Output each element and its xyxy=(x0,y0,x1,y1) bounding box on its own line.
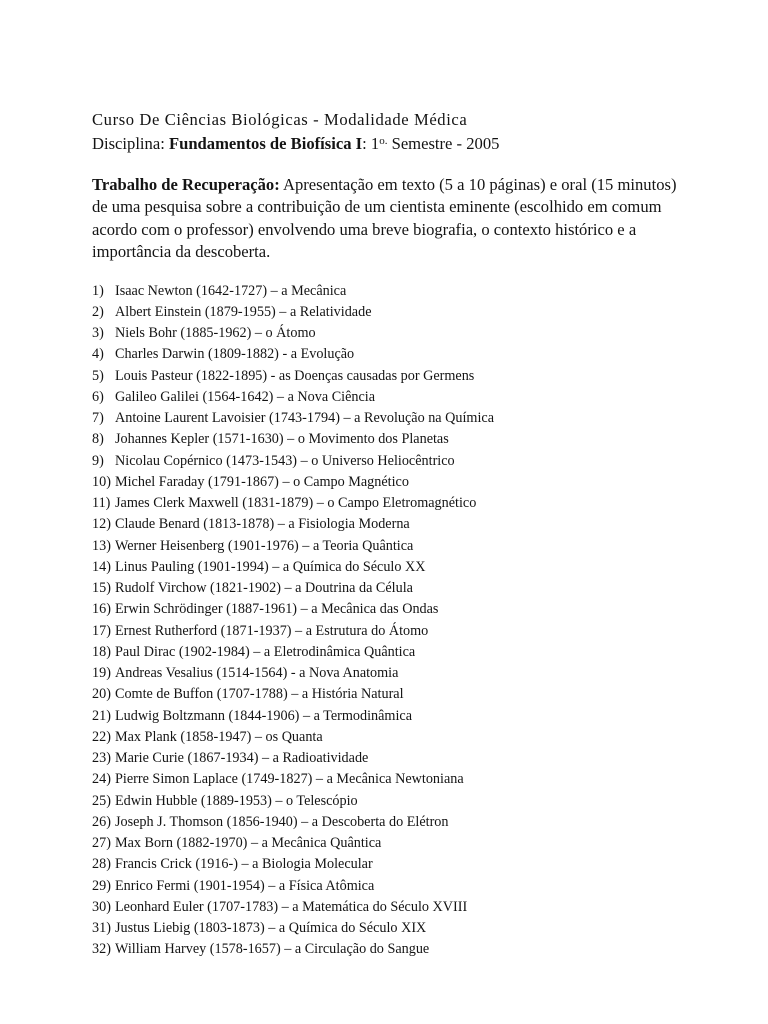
list-item-number: 32) xyxy=(92,941,111,958)
list-item-text: Werner Heisenberg (1901-1976) – a Teoria Quântica xyxy=(115,537,414,554)
list-item-text: Ernest Rutherford (1871-1937) – a Estrutura do Átomo xyxy=(115,622,429,639)
list-item-number: 16) xyxy=(92,601,111,618)
list-item xyxy=(92,302,712,323)
list-item-text: Albert Einstein (1879-1955) – a Relatividade xyxy=(115,303,372,320)
list-item-number: 4) xyxy=(92,346,104,363)
list-item-number: 21) xyxy=(92,707,111,724)
list-item-text: Andreas Vesalius (1514-1564) - a Nova Anatomia xyxy=(115,665,399,682)
list-item-number: 8) xyxy=(92,431,104,448)
ordinal-mark: o. xyxy=(379,135,388,147)
list-item-text: Francis Crick (1916-) – a Biologia Molecular xyxy=(115,856,373,873)
list-item xyxy=(92,472,712,493)
list-item-number: 1) xyxy=(92,282,104,299)
list-item xyxy=(92,727,712,748)
list-item-text: Nicolau Copérnico (1473-1543) – o Universo Heliocêntrico xyxy=(115,452,455,469)
list-item-text: Paul Dirac (1902-1984) – a Eletrodinâmica Quântica xyxy=(115,643,416,660)
list-item-number: 14) xyxy=(92,558,111,575)
list-item-number: 12) xyxy=(92,516,111,533)
list-item-text: Justus Liebig (1803-1873) – a Química do Século XIX xyxy=(115,920,427,937)
list-item-number: 22) xyxy=(92,728,111,745)
list-item-number: 28) xyxy=(92,856,111,873)
list-item-number: 25) xyxy=(92,792,111,809)
list-item xyxy=(92,642,712,663)
list-item-text: Pierre Simon Laplace (1749-1827) – a Mecânica Newtoniana xyxy=(115,771,464,788)
list-item-number: 31) xyxy=(92,920,111,937)
list-item-text: Rudolf Virchow (1821-1902) – a Doutrina da Célula xyxy=(115,580,413,597)
list-item-text: Comte de Buffon (1707-1788) – a História Natural xyxy=(115,686,404,703)
list-item-number: 18) xyxy=(92,643,111,660)
list-item xyxy=(92,323,712,344)
document-content xyxy=(92,108,712,961)
list-item-number: 24) xyxy=(92,771,111,788)
list-item-number: 19) xyxy=(92,665,111,682)
list-item-number: 3) xyxy=(92,325,104,342)
list-item-number: 10) xyxy=(92,473,111,490)
list-item-text: Leonhard Euler (1707-1783) – a Matemática do Século XVIII xyxy=(115,898,468,915)
list-item xyxy=(92,557,712,578)
list-item xyxy=(92,493,712,514)
list-item xyxy=(92,344,712,365)
list-item xyxy=(92,366,712,387)
list-item xyxy=(92,791,712,812)
list-item-text: William Harvey (1578-1657) – a Circulação do Sangue xyxy=(115,941,430,958)
list-item xyxy=(92,812,712,833)
list-item-text: Erwin Schrödinger (1887-1961) – a Mecânica das Ondas xyxy=(115,601,439,618)
list-item-text: Joseph J. Thomson (1856-1940) – a Descoberta do Elétron xyxy=(115,813,449,830)
list-item-text: Charles Darwin (1809-1882) - a Evolução xyxy=(115,346,355,363)
list-item-text: Max Plank (1858-1947) – os Quanta xyxy=(115,728,323,745)
list-item xyxy=(92,876,712,897)
discipline-name: Fundamentos de Biofísica I xyxy=(168,134,363,153)
list-item-text: Edwin Hubble (1889-1953) – o Telescópio xyxy=(115,792,358,809)
course-title: Curso De Ciências Biológicas - Modalidade Médica xyxy=(92,110,468,129)
list-item-text: Marie Curie (1867-1934) – a Radioatividade xyxy=(115,750,369,767)
list-item xyxy=(92,897,712,918)
semester-year: Semestre - 2005 xyxy=(387,134,500,153)
list-item xyxy=(92,429,712,450)
list-item-number: 7) xyxy=(92,410,104,427)
list-item xyxy=(92,408,712,429)
list-item xyxy=(92,854,712,875)
list-item-text: Claude Benard (1813-1878) – a Fisiologia Moderna xyxy=(115,516,410,533)
list-item-text: Isaac Newton (1642-1727) – a Mecânica xyxy=(115,282,347,299)
scientist-list xyxy=(92,281,712,961)
list-item-text: Louis Pasteur (1822-1895) - as Doenças causadas por Germens xyxy=(115,367,475,384)
list-item-text: Linus Pauling (1901-1994) – a Química do Século XX xyxy=(115,558,426,575)
list-item-number: 27) xyxy=(92,835,111,852)
list-item-number: 13) xyxy=(92,537,111,554)
list-item-number: 17) xyxy=(92,622,111,639)
list-item-text: Ludwig Boltzmann (1844-1906) – a Termodinâmica xyxy=(115,707,413,724)
list-item xyxy=(92,939,712,960)
list-item xyxy=(92,918,712,939)
list-item xyxy=(92,663,712,684)
semester-number: : 1 xyxy=(362,134,380,153)
list-item-number: 2) xyxy=(92,303,104,320)
list-item-number: 15) xyxy=(92,580,111,597)
list-item-text: Johannes Kepler (1571-1630) – o Movimento dos Planetas xyxy=(115,431,449,448)
list-item-text: Max Born (1882-1970) – a Mecânica Quântica xyxy=(115,835,382,852)
list-item xyxy=(92,514,712,535)
list-item xyxy=(92,281,712,302)
list-item xyxy=(92,621,712,642)
list-item-number: 29) xyxy=(92,877,111,894)
list-item-number: 30) xyxy=(92,898,111,915)
list-item xyxy=(92,706,712,727)
list-item-number: 20) xyxy=(92,686,111,703)
assignment-body: Apresentação em texto (5 a 10 páginas) e oral (15 minutos) de uma pesquisa sobre a contribuição de um cientista eminente (escolhido em comum acordo com o professor) envolvendo uma breve biografia, o contexto histórico e a importância da descoberta. xyxy=(92,175,677,262)
list-item xyxy=(92,536,712,557)
list-item-text: Antoine Laurent Lavoisier (1743-1794) – a Revolução na Química xyxy=(115,410,495,427)
list-item-number: 9) xyxy=(92,452,104,469)
list-item-text: Niels Bohr (1885-1962) – o Átomo xyxy=(115,325,316,342)
list-item-number: 11) xyxy=(92,495,111,512)
assignment-paragraph xyxy=(92,174,690,264)
list-item xyxy=(92,769,712,790)
list-item-number: 26) xyxy=(92,813,111,830)
assignment-title: Trabalho de Recuperação: xyxy=(92,175,280,194)
list-item-text: Michel Faraday (1791-1867) – o Campo Magnético xyxy=(115,473,409,490)
list-item-text: Galileo Galilei (1564-1642) – a Nova Ciência xyxy=(115,388,376,405)
list-item xyxy=(92,451,712,472)
discipline-label: Disciplina: xyxy=(92,134,169,153)
list-item xyxy=(92,599,712,620)
list-item-text: Enrico Fermi (1901-1954) – a Física Atômica xyxy=(115,877,375,894)
list-item xyxy=(92,387,712,408)
list-item xyxy=(92,833,712,854)
list-item xyxy=(92,748,712,769)
list-item-number: 5) xyxy=(92,367,104,384)
list-item-number: 23) xyxy=(92,750,111,767)
list-item-number: 6) xyxy=(92,388,104,405)
list-item xyxy=(92,684,712,705)
list-item xyxy=(92,578,712,599)
discipline-line xyxy=(92,132,712,156)
list-item-text: James Clerk Maxwell (1831-1879) – o Campo Eletromagnético xyxy=(115,495,477,512)
